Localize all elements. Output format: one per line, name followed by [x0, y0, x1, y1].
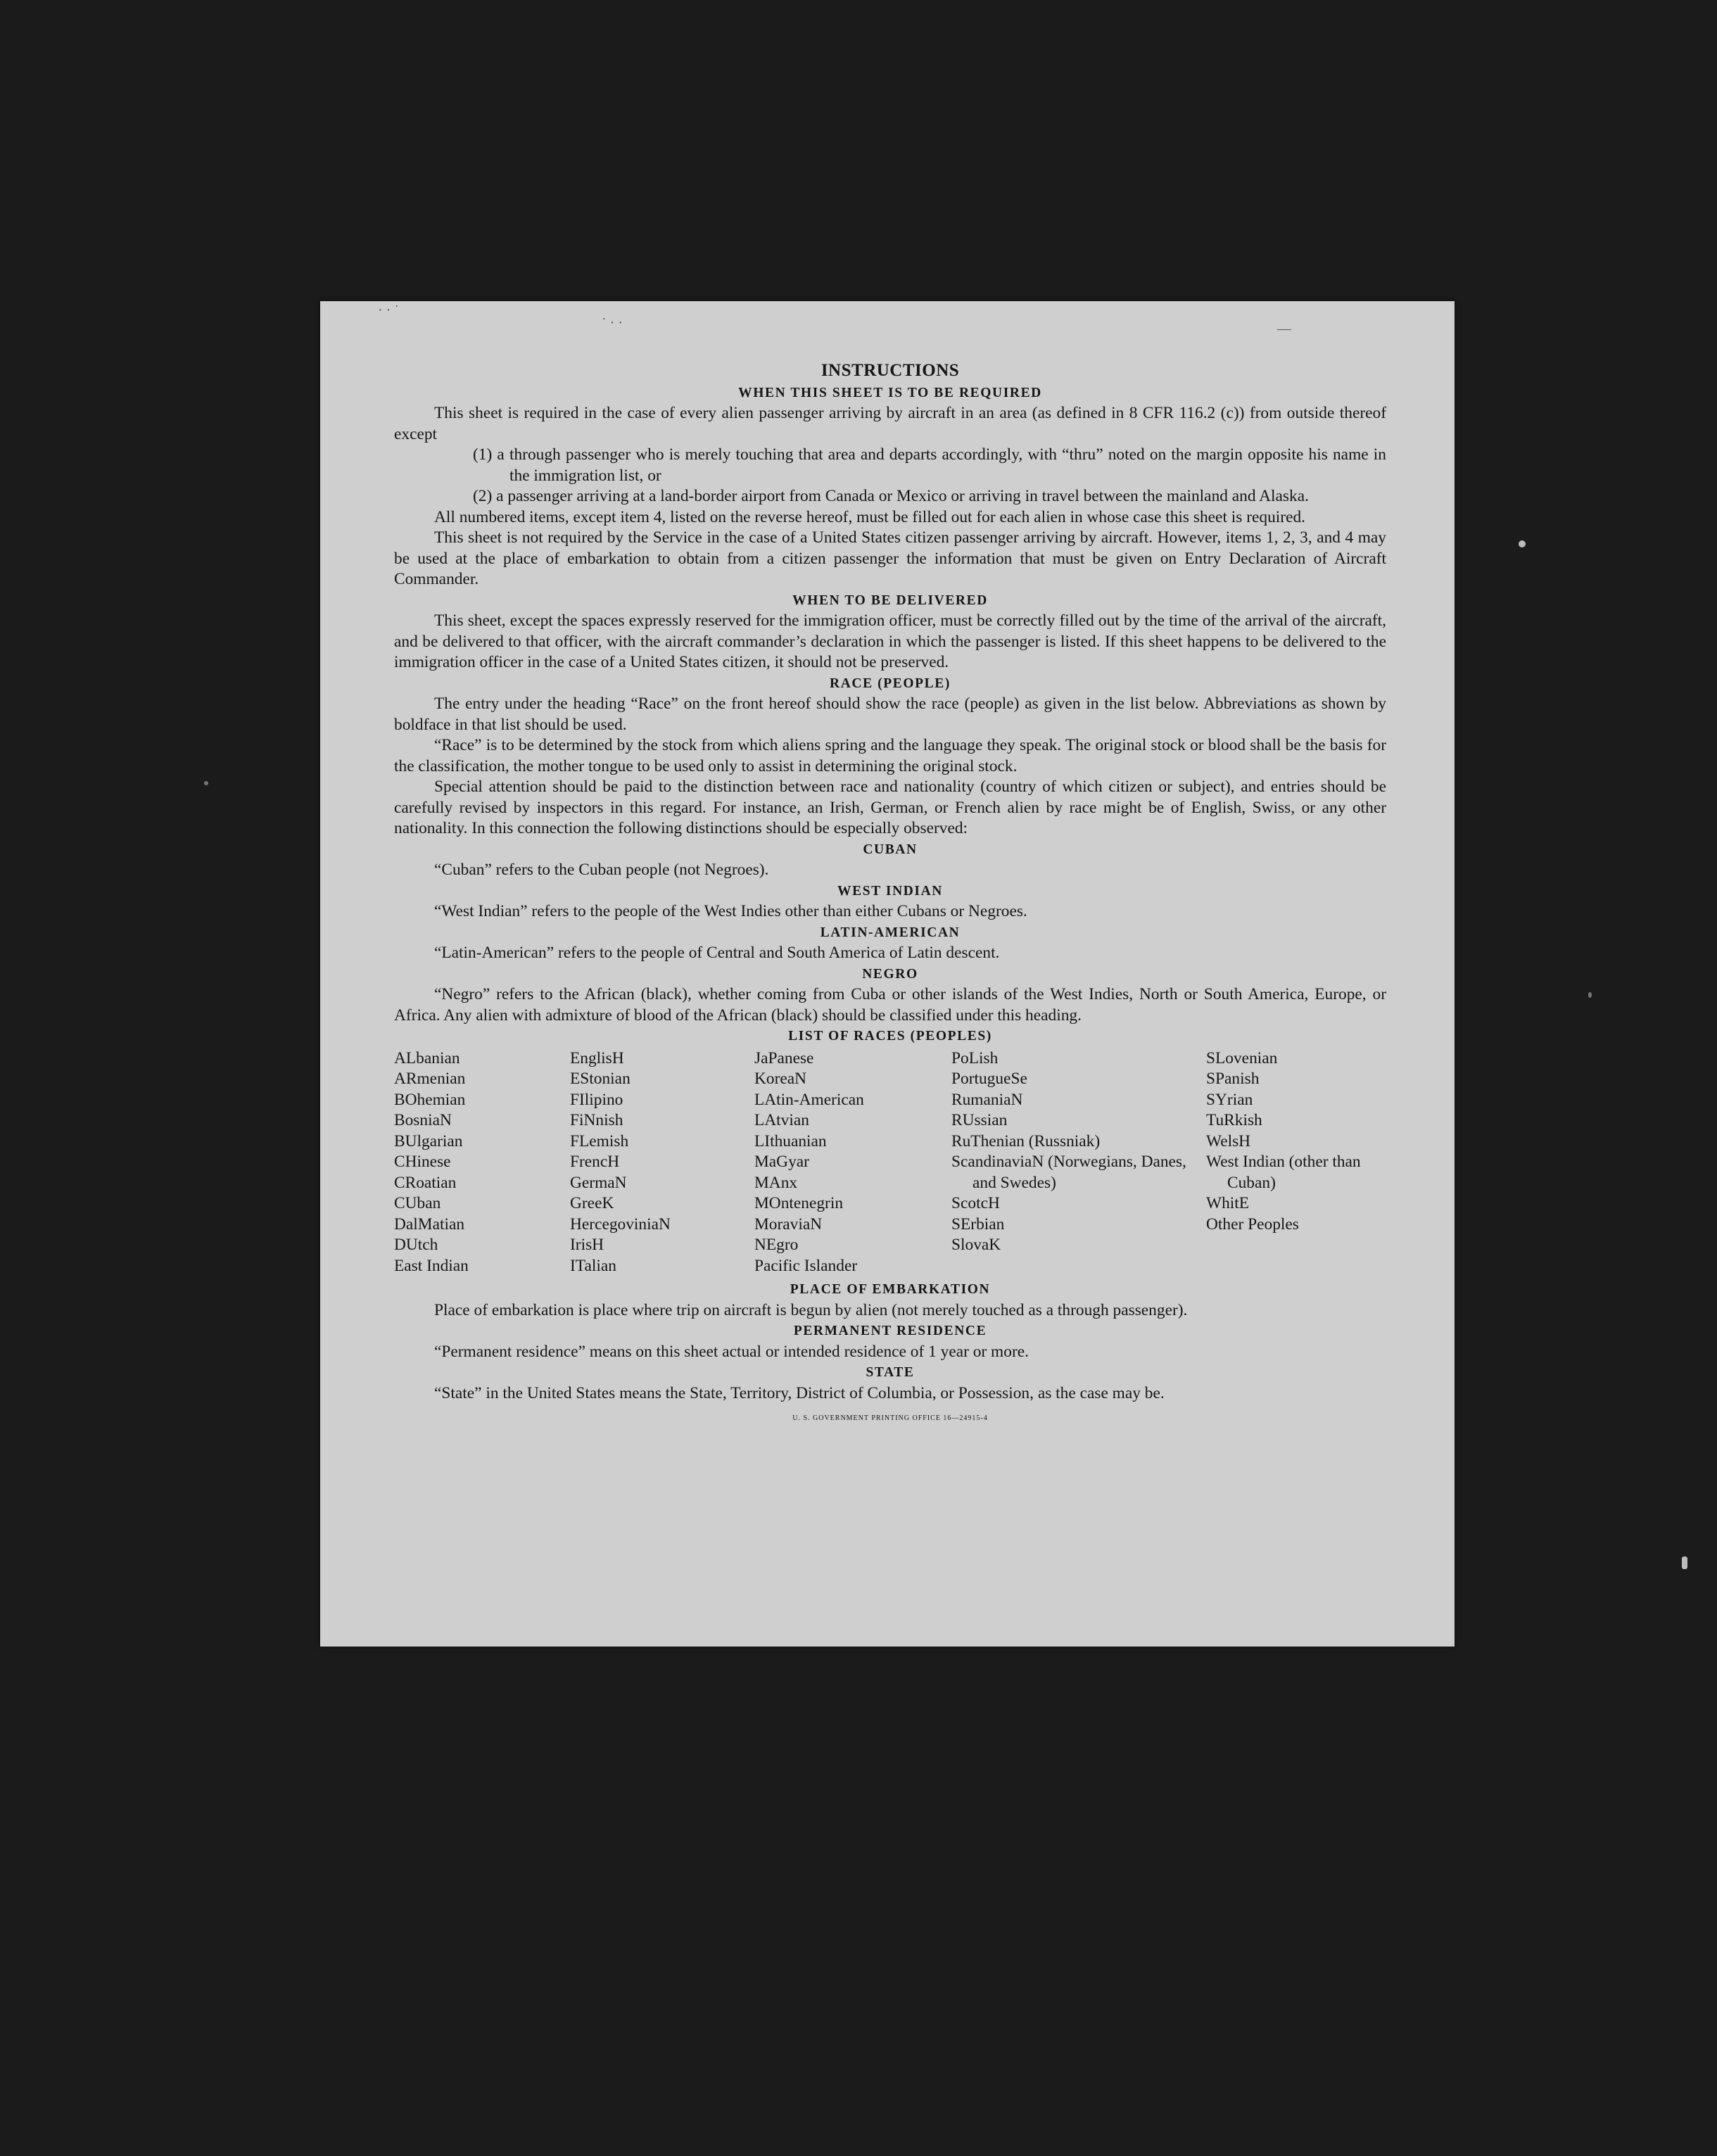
- list-item: RumaniaN: [951, 1090, 1023, 1109]
- list-item: SLovenian: [1206, 1048, 1278, 1067]
- list-item: GermaN: [570, 1173, 627, 1192]
- list-item: Other Peoples: [1206, 1215, 1299, 1234]
- paragraph: This sheet is not required by the Service in the case of a United States citizen passenger arriving by aircraft. However, items 1, 2, 3, and 4 may be used at the place of embarkation to obtain from a citizen passenger the information that must be given on Entry Declaration of Aircraft Commander.: [394, 528, 1386, 588]
- instruction-sheet: [320, 301, 1455, 1647]
- list-item: ARmenian: [394, 1070, 466, 1088]
- paragraph: “Permanent residence” means on this sheet actual or intended residence of 1 year or more.: [434, 1342, 1029, 1361]
- film-speck: [1588, 992, 1592, 998]
- section-heading-cuban: CUBAN: [863, 842, 918, 857]
- list-item: MOntenegrin: [754, 1194, 844, 1212]
- list-item: EStonian: [570, 1070, 631, 1088]
- list-item: SYrian: [1206, 1090, 1253, 1109]
- print-smudge: —: [1277, 321, 1291, 336]
- numbered-item-2: (2) a passenger arriving at a land-border airport from Canada or Mexico or arriving in travel between the mainland and Alaska.: [473, 487, 1309, 505]
- list-item: West Indian (other than Cuban): [1206, 1153, 1361, 1192]
- list-item: RUssian: [951, 1111, 1008, 1129]
- paragraph: “West Indian” refers to the people of the West Indies other than either Cubans or Negroes.: [434, 902, 1027, 920]
- list-item: BosniaN: [394, 1111, 452, 1129]
- list-item: KoreaN: [754, 1070, 807, 1088]
- list-item: ITalian: [570, 1256, 616, 1275]
- section-heading-embarkation: PLACE OF EMBARKATION: [790, 1282, 991, 1297]
- list-item: LAtin-American: [754, 1090, 864, 1109]
- section-heading-residence: PERMANENT RESIDENCE: [793, 1324, 987, 1338]
- list-item: FrencH: [570, 1153, 620, 1171]
- section-heading-latin-american: LATIN-AMERICAN: [820, 925, 961, 940]
- print-smudge: · · ˙: [378, 303, 399, 318]
- paragraph: “Negro” refers to the African (black), whether coming from Cuba or other islands of the West Indies, North or South America, Europe, or Africa. Any alien with admixture of blood of the African (black) should be classified under this heading.: [394, 985, 1386, 1025]
- paragraph: This sheet, except the spaces expressly reserved for the immigration officer, must be correctly filled out by the time of the arrival of the aircraft, and be delivered to that officer, with the aircraft commander’s declaration in which the passenger is listed. If this sheet happens to be delivered to the immigration officer in the case of a United States citizen, it should not be preserved.: [394, 611, 1386, 671]
- section-heading-delivered: WHEN TO BE DELIVERED: [792, 592, 988, 608]
- paragraph: Special attention should be paid to the distinction between race and nationality (country of which citizen or subject), and entries should be carefully revised by inspectors in this regard. For instance, an Irish, German, or French alien by race might be of English, Swiss, or any other nationality. In this connection the following distinctions should be especially observed:: [394, 778, 1386, 837]
- paragraph: Place of embarkation is place where trip on aircraft is begun by alien (not merely touched as a through passenger).: [434, 1300, 1188, 1319]
- section-heading-west-indian: WEST INDIAN: [837, 883, 943, 899]
- races-column-1: [394, 1048, 570, 1277]
- numbered-item-1: (1) a through passenger who is merely touching that area and departs accordingly, with “thru” noted on the margin opposite his name in the immigration list, or: [473, 445, 1386, 485]
- section-heading-state: STATE: [866, 1365, 915, 1380]
- list-item: MaGyar: [754, 1153, 809, 1171]
- list-item: CRoatian: [394, 1173, 457, 1192]
- list-item: RuThenian (Russniak): [951, 1131, 1101, 1150]
- list-item: DalMatian: [394, 1215, 465, 1234]
- list-item: NEgro: [754, 1236, 799, 1254]
- list-item: BUlgarian: [394, 1131, 463, 1150]
- film-speck: [1519, 540, 1526, 547]
- list-item: LIthuanian: [754, 1131, 827, 1150]
- page-title: INSTRUCTIONS: [821, 361, 960, 380]
- section-heading-race: RACE (PEOPLE): [830, 676, 951, 691]
- list-item: SPanish: [1206, 1070, 1260, 1088]
- list-item: PortugueSe: [951, 1070, 1027, 1088]
- list-item: IrisH: [570, 1236, 604, 1254]
- instructions-content: [394, 360, 1386, 1429]
- paragraph: This sheet is required in the case of every alien passenger arriving by aircraft in an area (as defined in 8 CFR 116.2 (c)) from outside thereof except: [394, 404, 1386, 443]
- section-heading-list-of-races: LIST OF RACES (PEOPLES): [788, 1029, 992, 1044]
- races-column-5: [1206, 1048, 1386, 1277]
- list-item: PoLish: [951, 1048, 999, 1067]
- list-item: WelsH: [1206, 1131, 1251, 1150]
- paragraph: “Race” is to be determined by the stock from which aliens spring and the language they speak. The original stock or blood shall be the basis for the classification, the mother tongue to be used only to assist in determining the original stock.: [394, 736, 1386, 775]
- film-speck: [1682, 1556, 1687, 1569]
- list-item: ALbanian: [394, 1048, 460, 1067]
- list-item: Pacific Islander: [754, 1256, 858, 1275]
- list-item: EnglisH: [570, 1048, 624, 1067]
- printing-office-footer: U. S. GOVERNMENT PRINTING OFFICE 16—24915-4: [792, 1414, 988, 1422]
- list-item: MAnx: [754, 1173, 798, 1192]
- list-item: SlovaK: [951, 1236, 1001, 1254]
- list-item: East Indian: [394, 1256, 469, 1275]
- paragraph: “State” in the United States means the State, Territory, District of Columbia, or Possession, as the case may be.: [434, 1383, 1165, 1402]
- list-of-races: [394, 1048, 1386, 1277]
- races-column-2: [570, 1048, 754, 1277]
- list-item: FIlipino: [570, 1090, 623, 1109]
- list-item: GreeK: [570, 1194, 614, 1212]
- list-item: HercegoviniaN: [570, 1215, 671, 1234]
- list-item: TuRkish: [1206, 1111, 1262, 1129]
- list-item: ScandinaviaN (Norwegians, Danes, and Swedes): [951, 1153, 1186, 1192]
- list-item: JaPanese: [754, 1048, 814, 1067]
- paragraph: All numbered items, except item 4, listed on the reverse hereof, must be filled out for each alien in whose case this sheet is required.: [434, 507, 1306, 526]
- film-speck: [204, 781, 208, 785]
- section-heading-required: WHEN THIS SHEET IS TO BE REQUIRED: [738, 385, 1042, 400]
- list-item: MoraviaN: [754, 1215, 823, 1234]
- section-heading-negro: NEGRO: [862, 966, 918, 982]
- print-smudge: ˙ · ·: [602, 315, 623, 331]
- list-item: ScotcH: [951, 1194, 1000, 1212]
- paragraph: “Latin-American” refers to the people of Central and South America of Latin descent.: [434, 944, 1000, 962]
- paragraph: “Cuban” refers to the Cuban people (not Negroes).: [434, 861, 769, 879]
- list-item: DUtch: [394, 1236, 438, 1254]
- list-item: FiNnish: [570, 1111, 623, 1129]
- list-item: CUban: [394, 1194, 441, 1212]
- races-column-3: [754, 1048, 951, 1277]
- list-item: BOhemian: [394, 1090, 466, 1109]
- paragraph: The entry under the heading “Race” on the front hereof should show the race (people) as given in the list below. Abbreviations as shown by boldface in that list should be used.: [394, 695, 1386, 734]
- list-item: LAtvian: [754, 1111, 809, 1129]
- list-item: SErbian: [951, 1215, 1005, 1234]
- list-item: WhitE: [1206, 1194, 1250, 1212]
- races-column-4: [951, 1048, 1206, 1277]
- list-item: CHinese: [394, 1153, 451, 1171]
- list-item: FLemish: [570, 1131, 629, 1150]
